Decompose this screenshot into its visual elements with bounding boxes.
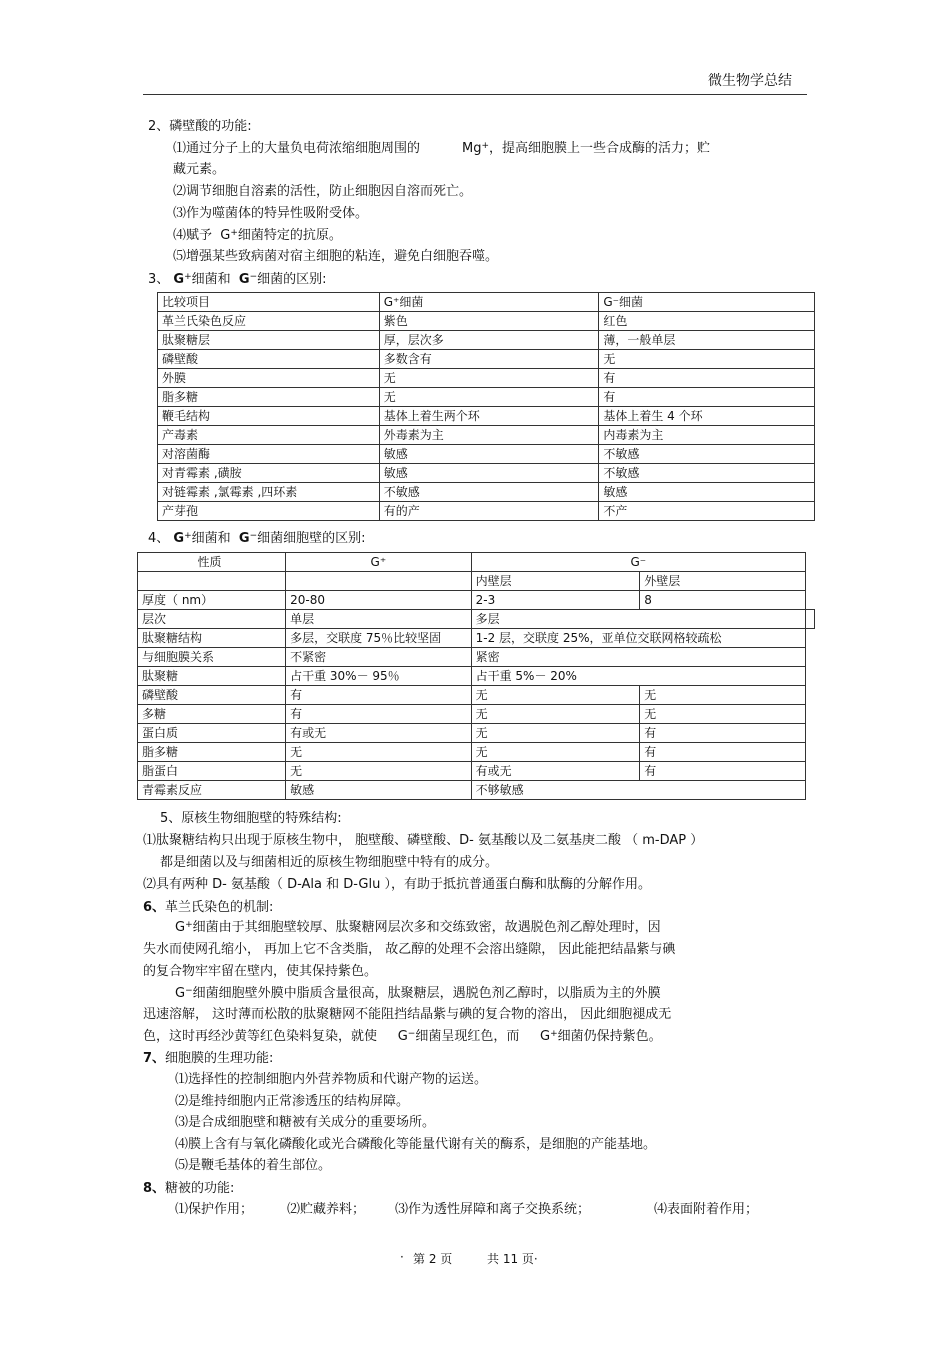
table-cell: 磷壁酸 bbox=[158, 350, 380, 369]
table-cell: 不够敏感 bbox=[471, 781, 805, 800]
footer-page-number: 第 2 页 bbox=[413, 1252, 453, 1266]
table-cell: 占干重 30%－ 95％ bbox=[286, 667, 472, 686]
table-cell: 无 bbox=[471, 743, 640, 762]
table-row bbox=[158, 331, 815, 350]
s7-item-5: ⑸是鞭毛基体的着生部位。 bbox=[175, 1158, 332, 1173]
table-cell: 有 bbox=[640, 724, 806, 743]
table-cell: 外毒素为主 bbox=[379, 426, 599, 445]
s2-item-1: ⑴通过分子上的大量负电荷浓缩细胞周围的 Mg+，提高细胞膜上一些合成酶的活力；贮 bbox=[173, 141, 711, 156]
table-cell: 单层 bbox=[286, 610, 472, 629]
table-cell: 蛋白质 bbox=[138, 724, 286, 743]
table-cell: 敏感 bbox=[599, 483, 815, 502]
table-cell: 脂蛋白 bbox=[138, 762, 286, 781]
s7-item-4: ⑷膜上含有与氧化磷酸化或光合磷酸化等能量代谢有关的酶系，是细胞的产能基地。 bbox=[175, 1137, 657, 1152]
table-cell: 20-80 bbox=[286, 591, 472, 610]
table-cell: 红色 bbox=[599, 312, 815, 331]
table-cell: 多数含有 bbox=[379, 350, 599, 369]
table-row bbox=[158, 312, 815, 331]
section-2-title: 2、磷壁酸的功能: bbox=[148, 119, 252, 134]
table-cell: 紫色 bbox=[379, 312, 599, 331]
s8-item-3: ⑶作为透性屏障和离子交换系统； bbox=[395, 1202, 591, 1217]
section-3-title: 3、 G+细菌和 G−细菌的区别: bbox=[148, 272, 327, 287]
table-cell: 多层，交联度 75％比较坚固 bbox=[286, 629, 472, 648]
table-cell: 肽聚糖层 bbox=[158, 331, 380, 350]
table-cell: 无 bbox=[286, 743, 472, 762]
s7-item-1: ⑴选择性的控制细胞内外营养物质和代谢产物的运送。 bbox=[175, 1072, 488, 1087]
table-row bbox=[158, 483, 815, 502]
table-cell: G⁺细菌 bbox=[379, 293, 599, 312]
table-cell: 基体上着生 4 个环 bbox=[599, 407, 815, 426]
th-gram-positive: G⁺ bbox=[286, 553, 472, 572]
table-cell: 2-3 bbox=[471, 591, 640, 610]
table-cell: 产毒素 bbox=[158, 426, 380, 445]
table-cell: 8 bbox=[640, 591, 806, 610]
table-row bbox=[158, 407, 815, 426]
table-cell: 敏感 bbox=[379, 464, 599, 483]
s2-item-4: ⑷赋予 G+细菌特定的抗原。 bbox=[173, 228, 342, 243]
s6-para-2-line-1: G−细菌细胞壁外膜中脂质含量很高，肽聚糖层，遇脱色剂乙醇时，以脂质为主的外膜 bbox=[175, 986, 661, 1001]
table-cell: 有或无 bbox=[471, 762, 640, 781]
table-cell: 无 bbox=[471, 686, 640, 705]
s8-item-4: ⑷表面附着作用； bbox=[654, 1202, 759, 1217]
table-row bbox=[138, 667, 815, 686]
th-outer-layer: 外壁层 bbox=[640, 572, 806, 591]
table-cell: 肽聚糖 bbox=[138, 667, 286, 686]
table-cell: 厚，层次多 bbox=[379, 331, 599, 350]
table-cell: 有 bbox=[599, 388, 815, 407]
s6-para-1-line-3: 的复合物牢牢留在壁内，使其保持紫色。 bbox=[143, 964, 378, 979]
table-cell: 敏感 bbox=[379, 445, 599, 464]
table-cell: 脂多糖 bbox=[158, 388, 380, 407]
table-cell: 占干重 5%－ 20% bbox=[471, 667, 805, 686]
s2-item-2: ⑵调节细胞自溶素的活性，防止细胞因自溶而死亡。 bbox=[173, 184, 473, 199]
table-cell: 对链霉素 ,氯霉素 ,四环素 bbox=[158, 483, 380, 502]
table-cell: 有 bbox=[640, 762, 806, 781]
table-cell: 有 bbox=[640, 743, 806, 762]
s6-para-1-line-2: 失水而使网孔缩小， 再加上它不含类脂， 故乙醇的处理不会溶出缝隙， 因此能把结晶紫与碘 bbox=[143, 942, 676, 957]
page-header-title: 微生物学总结 bbox=[708, 73, 792, 89]
table-row bbox=[138, 648, 815, 667]
table-cell bbox=[806, 610, 815, 629]
table-row bbox=[138, 591, 815, 610]
section-8-title: 8、糖被的功能: bbox=[143, 1181, 235, 1196]
s7-item-2: ⑵是维持细胞内正常渗透压的结构屏障。 bbox=[175, 1094, 410, 1109]
table-cell: 青霉素反应 bbox=[138, 781, 286, 800]
table-cell: 多糖 bbox=[138, 705, 286, 724]
table-cell: 无 bbox=[471, 705, 640, 724]
footer-dot: · bbox=[400, 1250, 404, 1264]
gram-comparison-table bbox=[157, 292, 815, 521]
table-cell: 无 bbox=[640, 686, 806, 705]
table-header-row bbox=[158, 293, 815, 312]
table-cell: 无 bbox=[379, 369, 599, 388]
s6-para-2-line-3: 色，这时再经沙黄等红色染料复染，就使 G−细菌呈现红色，而 G+细菌仍保持紫色。 bbox=[143, 1029, 662, 1044]
header-divider bbox=[143, 94, 807, 95]
table-cell: 基体上着生两个环 bbox=[379, 407, 599, 426]
table-cell: 无 bbox=[599, 350, 815, 369]
table-row bbox=[138, 724, 815, 743]
table-row bbox=[138, 686, 815, 705]
table-cell: 有 bbox=[599, 369, 815, 388]
table-cell: 有 bbox=[286, 705, 472, 724]
th-property: 性质 bbox=[138, 553, 286, 572]
table-cell: 不敏感 bbox=[599, 445, 815, 464]
table-cell: 紧密 bbox=[471, 648, 805, 667]
section-6-title: 6、革兰氏染色的机制: bbox=[143, 900, 274, 915]
s5-line-1: ⑴肽聚糖结构只出现于原核生物中， 胞壁酸、磷壁酸、D- 氨基酸以及二氨基庚二酸 （ m-DAP ） bbox=[143, 833, 704, 848]
table-row bbox=[158, 350, 815, 369]
table-cell: 敏感 bbox=[286, 781, 472, 800]
table-cell: 无 bbox=[471, 724, 640, 743]
table-cell: 外膜 bbox=[158, 369, 380, 388]
s2-item-1-cont: 藏元素。 bbox=[173, 162, 226, 177]
table-cell: 不敏感 bbox=[379, 483, 599, 502]
table-cell: 对溶菌酶 bbox=[158, 445, 380, 464]
table-cell: 无 bbox=[640, 705, 806, 724]
table-cell: 比较项目 bbox=[158, 293, 380, 312]
table-cell: 有 bbox=[286, 686, 472, 705]
table-cell: 不敏感 bbox=[599, 464, 815, 483]
table-cell: 革兰氏染色反应 bbox=[158, 312, 380, 331]
table-row bbox=[138, 705, 815, 724]
table-cell: 不产 bbox=[599, 502, 815, 521]
table-cell: 无 bbox=[379, 388, 599, 407]
th-inner-layer: 内壁层 bbox=[471, 572, 640, 591]
section-4-title: 4、 G+细菌和 G−细菌细胞壁的区别: bbox=[148, 531, 366, 546]
table-row bbox=[138, 781, 815, 800]
table-cell: 肽聚糖结构 bbox=[138, 629, 286, 648]
table-cell: 对青霉素 ,磺胺 bbox=[158, 464, 380, 483]
footer-total-pages: 共 11 页· bbox=[487, 1252, 538, 1266]
table-cell: 无 bbox=[286, 762, 472, 781]
s2-item-3: ⑶作为噬菌体的特异性吸附受体。 bbox=[173, 206, 369, 221]
s5-line-3: ⑵具有两种 D- 氨基酸（ D-Ala 和 D-Glu ），有助于抵抗普通蛋白酶和肽酶的分解作用。 bbox=[143, 877, 651, 892]
section-5-title: 5、原核生物细胞壁的特殊结构: bbox=[160, 811, 342, 826]
table-row bbox=[138, 762, 815, 781]
table-cell: 内毒素为主 bbox=[599, 426, 815, 445]
s8-item-1: ⑴保护作用； bbox=[175, 1202, 254, 1217]
table-row bbox=[158, 369, 815, 388]
table-cell: 1-2 层，交联度 25%，亚单位交联网格较疏松 bbox=[471, 629, 805, 648]
table-cell: 脂多糖 bbox=[138, 743, 286, 762]
table-cell: 薄，一般单层 bbox=[599, 331, 815, 350]
table-cell: 厚度（ nm） bbox=[138, 591, 286, 610]
s6-para-1-line-1: G+细菌由于其细胞壁较厚、肽聚糖网层次多和交练致密，故遇脱色剂乙醇处理时，因 bbox=[175, 920, 661, 935]
s6-para-2-line-2: 迅速溶解， 这时薄而松散的肽聚糖网不能阻挡结晶紫与碘的复合物的溶出， 因此细胞褪成无 bbox=[143, 1007, 672, 1022]
table-row bbox=[158, 464, 815, 483]
table-row bbox=[138, 743, 815, 762]
table-cell: 有的产 bbox=[379, 502, 599, 521]
s8-item-2: ⑵贮藏养料； bbox=[287, 1202, 366, 1217]
s2-item-5: ⑸增强某些致病菌对宿主细胞的粘连，避免白细胞吞噬。 bbox=[173, 249, 499, 264]
table-cell: 不紧密 bbox=[286, 648, 472, 667]
table-cell: G⁻细菌 bbox=[599, 293, 815, 312]
table-cell: 鞭毛结构 bbox=[158, 407, 380, 426]
table-cell: 层次 bbox=[138, 610, 286, 629]
s7-item-3: ⑶是合成细胞壁和糖被有关成分的重要场所。 bbox=[175, 1115, 436, 1130]
s5-line-2: 都是细菌以及与细菌相近的原核生物细胞壁中特有的成分。 bbox=[160, 855, 499, 870]
table-cell: 有或无 bbox=[286, 724, 472, 743]
cell-wall-table bbox=[137, 552, 815, 800]
table-row bbox=[158, 502, 815, 521]
section-7-title: 7、细胞膜的生理功能: bbox=[143, 1051, 274, 1066]
th-gram-negative: G⁻ bbox=[471, 553, 805, 572]
table-cell: 磷壁酸 bbox=[138, 686, 286, 705]
table-cell: 与细胞膜关系 bbox=[138, 648, 286, 667]
table-cell: 多层 bbox=[471, 610, 805, 629]
table-row bbox=[158, 426, 815, 445]
table-cell: 产芽孢 bbox=[158, 502, 380, 521]
table-row bbox=[158, 445, 815, 464]
table-row bbox=[138, 629, 815, 648]
table-row bbox=[158, 388, 815, 407]
table-row bbox=[138, 610, 815, 629]
